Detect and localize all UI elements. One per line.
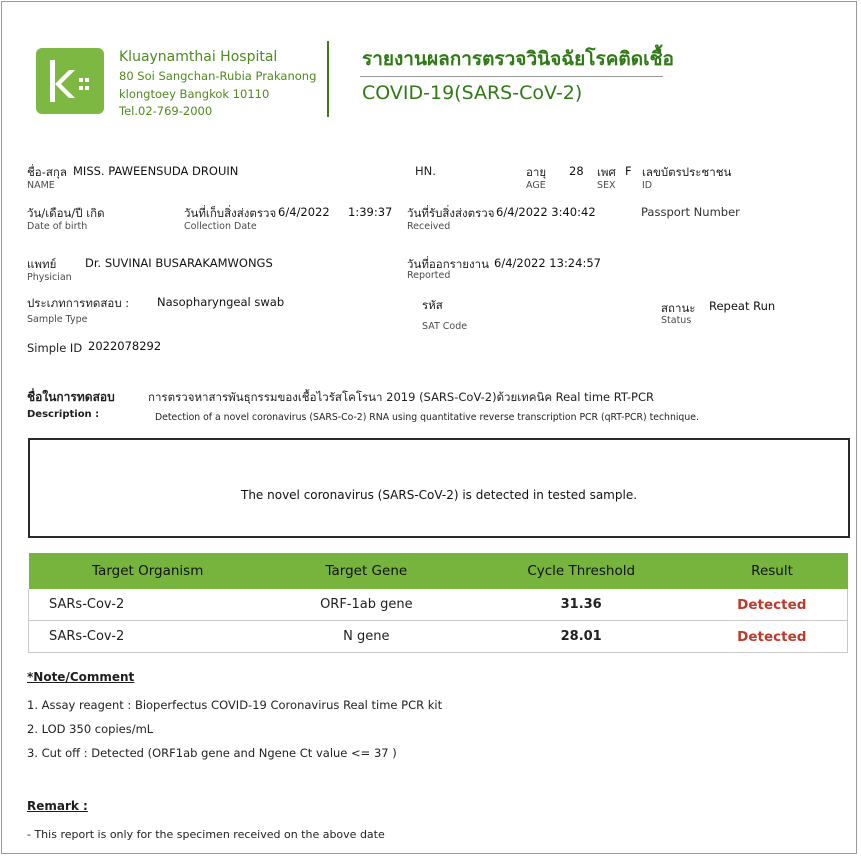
notes-title: *Note/Comment <box>27 670 135 684</box>
report-title-thai: รายงานผลการตรวจวินิจฉัยโรคติดเชื้อ <box>362 48 674 70</box>
dob-sub-label: Date of birth <box>27 221 88 232</box>
id-sub-label: ID <box>642 180 653 191</box>
simple-id-value: 2022078292 <box>88 339 162 353</box>
result-cell: Detected <box>697 589 848 621</box>
k-logo-icon <box>36 48 104 114</box>
reported-sub-label: Reported <box>407 270 451 281</box>
sample-type-sub-label: Sample Type <box>27 314 88 325</box>
sat-sub-label: SAT Code <box>422 321 468 332</box>
header-cycle-threshold: Cycle Threshold <box>466 553 697 589</box>
note-item-3: 3. Cut off : Detected (ORF1ab gene and Ngene Ct value <= 37 ) <box>27 746 397 760</box>
physician-label: แพทย์ <box>27 257 57 271</box>
hospital-address-2: klongtoey Bangkok 10110 <box>119 87 270 101</box>
sample-type-value: Nasopharyngeal swab <box>157 295 285 309</box>
hospital-tel: Tel.02-769-2000 <box>119 104 213 118</box>
description-value: Detection of a novel coronavirus (SARS-Co-2) RNA using quantitative reverse transcription PCR (qRT-PCR) technique. <box>155 412 699 423</box>
dob-label: วัน/เดือน/ปี เกิด <box>27 206 105 220</box>
age-label: อายุ <box>526 165 547 179</box>
sat-label: รหัส <box>422 298 443 312</box>
table-row <box>29 621 848 653</box>
organism-cell: SARs-Cov-2 <box>29 589 267 621</box>
simple-id-label: Simple ID <box>27 341 83 355</box>
reported-value: 6/4/2022 13:24:57 <box>494 256 601 270</box>
results-table <box>28 553 848 653</box>
physician-value: Dr. SUVINAI BUSARAKAMWONGS <box>85 256 273 270</box>
gene-cell: N gene <box>267 621 466 653</box>
received-sub-label: Received <box>407 221 451 232</box>
status-value: Repeat Run <box>709 299 776 313</box>
name-label: ชื่อ-สกุล <box>27 165 67 179</box>
result-cell: Detected <box>697 621 848 653</box>
collection-date: 6/4/2022 <box>278 205 330 219</box>
table-row <box>29 589 848 621</box>
hn-label: HN. <box>415 164 436 178</box>
patient-name: MISS. PAWEENSUDA DROUIN <box>73 164 239 178</box>
ct-cell: 31.36 <box>466 589 697 621</box>
ct-cell: 28.01 <box>466 621 697 653</box>
title-underline <box>360 76 663 77</box>
header-target-gene: Target Gene <box>267 553 466 589</box>
physician-sub-label: Physician <box>27 272 72 283</box>
test-name-value: การตรวจหาสารพันธุกรรมของเชื้อไวรัสโคโรนา 2019 (SARS-CoV-2)ด้วยเทคนิค Real time RT-PCR <box>148 390 654 404</box>
collection-time: 1:39:37 <box>348 205 393 219</box>
sex-label: เพศ <box>597 165 616 179</box>
result-summary-text: The novel coronavirus (SARS-CoV-2) is detected in tested sample. <box>240 488 638 502</box>
hospital-address-1: 80 Soi Sangchan-Rubia Prakanong <box>119 69 317 83</box>
header-target-organism: Target Organism <box>29 553 267 589</box>
status-label: สถานะ <box>661 301 696 315</box>
id-label: เลขบัตรประชาชน <box>642 165 732 179</box>
collection-sub-label: Collection Date <box>184 221 257 232</box>
age-value: 28 <box>569 164 584 178</box>
results-table-header <box>29 553 848 589</box>
gene-cell: ORF-1ab gene <box>267 589 466 621</box>
result-summary-box <box>28 438 850 538</box>
hospital-name: Kluaynamthai Hospital <box>119 49 278 65</box>
header-result: Result <box>697 553 848 589</box>
passport-label: Passport Number <box>641 205 740 219</box>
test-name-label: ชื่อในการทดสอบ <box>27 390 115 404</box>
hospital-logo <box>36 48 104 114</box>
note-item-2: 2. LOD 350 copies/mL <box>27 722 154 736</box>
name-sub-label: NAME <box>27 180 55 191</box>
received-value: 6/4/2022 3:40:42 <box>496 205 596 219</box>
report-title-english: COVID-19(SARS-CoV-2) <box>362 82 583 104</box>
collection-label: วันที่เก็บสิ่งส่งตรวจ <box>184 206 277 220</box>
sex-value: F <box>625 164 632 178</box>
sex-sub-label: SEX <box>597 180 616 191</box>
received-label: วันที่รับสิ่งส่งตรวจ <box>407 206 495 220</box>
reported-label: วันที่ออกรายงาน <box>407 257 489 271</box>
header-divider <box>327 41 329 117</box>
age-sub-label: AGE <box>526 180 546 191</box>
remark-title: Remark : <box>27 799 88 813</box>
description-label: Description : <box>27 409 100 420</box>
remark-text: - This report is only for the specimen received on the above date <box>27 828 385 841</box>
organism-cell: SARs-Cov-2 <box>29 621 267 653</box>
note-item-1: 1. Assay reagent : Bioperfectus COVID-19 Coronavirus Real time PCR kit <box>27 698 443 712</box>
status-sub-label: Status <box>661 315 692 326</box>
sample-type-label: ประเภทการทดสอบ : <box>27 296 130 310</box>
